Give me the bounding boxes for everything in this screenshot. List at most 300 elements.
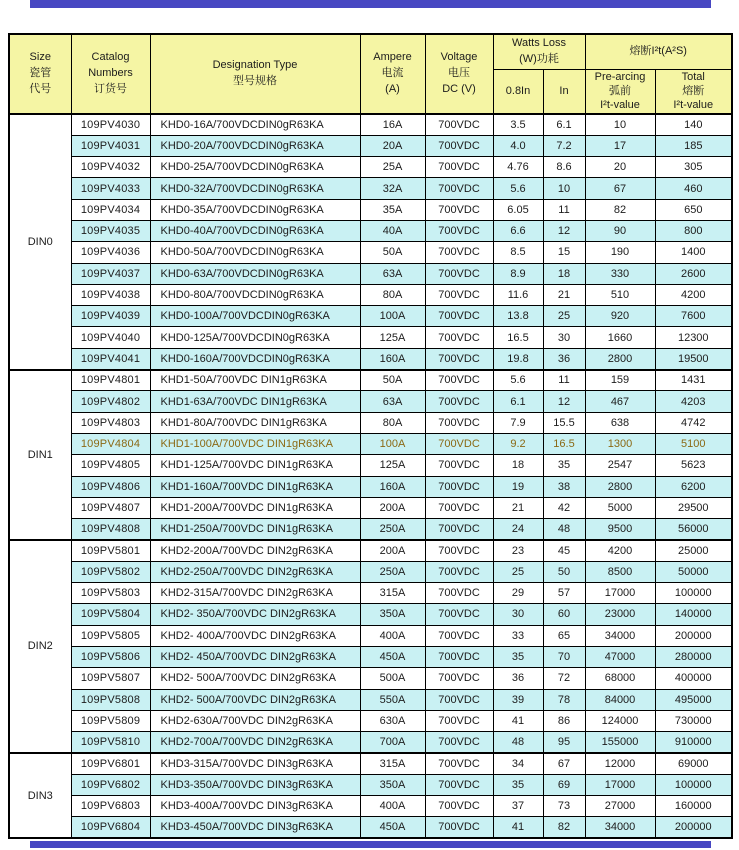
spec-row [9,561,732,582]
watts-loss-08in-cell: 29 [493,583,543,604]
total-i2t-cell: 50000 [655,561,732,582]
voltage-cell: 700VDC [425,263,493,284]
ampere-cell: 200A [360,497,425,518]
voltage-cell: 700VDC [425,178,493,199]
col-header-ampere [360,34,425,114]
size-group-cell: DIN2 [9,540,71,753]
spec-row [9,753,732,774]
voltage-cell: 700VDC [425,646,493,667]
spec-row [9,412,732,433]
catalog-cell: 109PV4801 [71,370,150,391]
spec-row [9,114,732,135]
prearcing-i2t-cell: 638 [585,412,655,433]
total-i2t-cell: 4200 [655,284,732,305]
spec-row [9,455,732,476]
catalog-cell: 109PV4040 [71,327,150,348]
watts-loss-in-cell: 82 [543,817,585,838]
catalog-cell: 109PV4804 [71,433,150,454]
col-header-voltage-en: Voltage [440,51,478,64]
table-header [9,34,732,114]
watts-loss-08in-cell: 25 [493,561,543,582]
voltage-cell: 700VDC [425,114,493,135]
prearcing-i2t-cell: 47000 [585,646,655,667]
catalog-cell: 109PV5804 [71,604,150,625]
watts-loss-in-cell: 69 [543,774,585,795]
spec-row [9,306,732,327]
catalog-cell: 109PV6803 [71,796,150,817]
total-i2t-cell: 29500 [655,497,732,518]
spec-row [9,540,732,561]
prearcing-i2t-cell: 82 [585,199,655,220]
voltage-cell: 700VDC [425,199,493,220]
col-header-in [543,69,585,114]
ampere-cell: 400A [360,625,425,646]
total-i2t-cell: 910000 [655,732,732,753]
col-header-ampere-en: Ampere [373,51,412,64]
col-header-catalog-en1: Catalog [91,51,130,64]
watts-loss-08in-cell: 4.0 [493,135,543,156]
total-i2t-cell: 460 [655,178,732,199]
spec-row [9,327,732,348]
prearcing-i2t-cell: 17 [585,135,655,156]
designation-cell: KHD3-450A/700VDC DIN3gR63KA [150,817,360,838]
ampere-cell: 350A [360,774,425,795]
catalog-cell: 109PV4802 [71,391,150,412]
prearcing-i2t-cell: 68000 [585,668,655,689]
designation-cell: KHD1-200A/700VDC DIN1gR63KA [150,497,360,518]
ampere-cell: 63A [360,391,425,412]
ampere-cell: 40A [360,220,425,241]
watts-loss-08in-cell: 9.2 [493,433,543,454]
watts-loss-08in-cell: 6.1 [493,391,543,412]
ampere-cell: 315A [360,583,425,604]
catalog-cell: 109PV4036 [71,242,150,263]
catalog-cell: 109PV4032 [71,157,150,178]
designation-cell: KHD2- 400A/700VDC DIN2gR63KA [150,625,360,646]
voltage-cell: 700VDC [425,519,493,540]
voltage-cell: 700VDC [425,157,493,178]
col-header-total-unit: I²t-value [673,99,714,112]
total-i2t-cell: 56000 [655,519,732,540]
spec-row [9,689,732,710]
ampere-cell: 80A [360,284,425,305]
col-header-watts-loss-en: Watts Loss [512,36,566,49]
voltage-cell: 700VDC [425,497,493,518]
designation-cell: KHD0-63A/700VDCDIN0gR63KA [150,263,360,284]
prearcing-i2t-cell: 1300 [585,433,655,454]
watts-loss-in-cell: 10 [543,178,585,199]
watts-loss-in-cell: 35 [543,455,585,476]
total-i2t-cell: 69000 [655,753,732,774]
designation-cell: KHD2-630A/700VDC DIN2gR63KA [150,710,360,731]
prearcing-i2t-cell: 2800 [585,348,655,369]
watts-loss-in-cell: 72 [543,668,585,689]
voltage-cell: 700VDC [425,753,493,774]
prearcing-i2t-cell: 27000 [585,796,655,817]
total-i2t-cell: 140000 [655,604,732,625]
ampere-cell: 200A [360,540,425,561]
voltage-cell: 700VDC [425,625,493,646]
prearcing-i2t-cell: 20 [585,157,655,178]
designation-cell: KHD2-250A/700VDC DIN2gR63KA [150,561,360,582]
watts-loss-08in-cell: 41 [493,817,543,838]
ampere-cell: 550A [360,689,425,710]
col-header-total-en: Total [681,70,705,83]
voltage-cell: 700VDC [425,348,493,369]
total-i2t-cell: 400000 [655,668,732,689]
watts-loss-in-cell: 12 [543,220,585,241]
voltage-cell: 700VDC [425,540,493,561]
spec-row [9,817,732,838]
prearcing-i2t-cell: 510 [585,284,655,305]
watts-loss-08in-cell: 5.6 [493,178,543,199]
ampere-cell: 100A [360,433,425,454]
watts-loss-in-cell: 86 [543,710,585,731]
watts-loss-08in-cell: 11.6 [493,284,543,305]
col-header-voltage-unit: DC (V) [442,82,476,95]
watts-loss-08in-cell: 18 [493,455,543,476]
col-header-catalog-en2: Numbers [88,67,133,80]
col-header-designation-en: Designation Type [212,59,298,72]
watts-loss-in-cell: 7.2 [543,135,585,156]
watts-loss-08in-cell: 8.9 [493,263,543,284]
prearcing-i2t-cell: 9500 [585,519,655,540]
watts-loss-08in-cell: 19.8 [493,348,543,369]
watts-loss-in-cell: 25 [543,306,585,327]
watts-loss-in-cell: 36 [543,348,585,369]
spec-row [9,796,732,817]
voltage-cell: 700VDC [425,710,493,731]
designation-cell: KHD1-160A/700VDC DIN1gR63KA [150,476,360,497]
col-header-i2t [585,34,732,69]
ampere-cell: 350A [360,604,425,625]
col-header-voltage-cn: 电压 [448,67,470,80]
watts-loss-in-cell: 48 [543,519,585,540]
ampere-cell: 315A [360,753,425,774]
voltage-cell: 700VDC [425,433,493,454]
designation-cell: KHD0-160A/700VDCDIN0gR63KA [150,348,360,369]
designation-cell: KHD0-20A/700VDCDIN0gR63KA [150,135,360,156]
watts-loss-08in-cell: 19 [493,476,543,497]
designation-cell: KHD1-100A/700VDC DIN1gR63KA [150,433,360,454]
header-row-main [9,34,732,69]
col-header-08in-label: 0.8In [505,85,531,98]
prearcing-i2t-cell: 190 [585,242,655,263]
voltage-cell: 700VDC [425,774,493,795]
watts-loss-08in-cell: 37 [493,796,543,817]
watts-loss-08in-cell: 24 [493,519,543,540]
designation-cell: KHD0-35A/700VDCDIN0gR63KA [150,199,360,220]
prearcing-i2t-cell: 920 [585,306,655,327]
prearcing-i2t-cell: 23000 [585,604,655,625]
catalog-cell: 109PV5810 [71,732,150,753]
spec-row [9,476,732,497]
voltage-cell: 700VDC [425,370,493,391]
ampere-cell: 100A [360,306,425,327]
ampere-cell: 160A [360,476,425,497]
prearcing-i2t-cell: 84000 [585,689,655,710]
total-i2t-cell: 1431 [655,370,732,391]
catalog-cell: 109PV5808 [71,689,150,710]
designation-cell: KHD0-25A/700VDCDIN0gR63KA [150,157,360,178]
designation-cell: KHD2-200A/700VDC DIN2gR63KA [150,540,360,561]
voltage-cell: 700VDC [425,391,493,412]
watts-loss-in-cell: 12 [543,391,585,412]
prearcing-i2t-cell: 34000 [585,625,655,646]
total-i2t-cell: 100000 [655,774,732,795]
prearcing-i2t-cell: 330 [585,263,655,284]
watts-loss-08in-cell: 6.05 [493,199,543,220]
spec-row [9,284,732,305]
total-i2t-cell: 5100 [655,433,732,454]
watts-loss-in-cell: 11 [543,370,585,391]
prearcing-i2t-cell: 4200 [585,540,655,561]
designation-cell: KHD2- 500A/700VDC DIN2gR63KA [150,668,360,689]
watts-loss-in-cell: 16.5 [543,433,585,454]
spec-row [9,646,732,667]
watts-loss-08in-cell: 48 [493,732,543,753]
total-i2t-cell: 4742 [655,412,732,433]
total-i2t-cell: 1400 [655,242,732,263]
watts-loss-in-cell: 21 [543,284,585,305]
total-i2t-cell: 200000 [655,817,732,838]
ampere-cell: 630A [360,710,425,731]
watts-loss-in-cell: 57 [543,583,585,604]
spec-row [9,519,732,540]
watts-loss-in-cell: 67 [543,753,585,774]
designation-cell: KHD0-40A/700VDCDIN0gR63KA [150,220,360,241]
watts-loss-in-cell: 42 [543,497,585,518]
watts-loss-in-cell: 65 [543,625,585,646]
col-header-catalog [71,34,150,114]
watts-loss-08in-cell: 6.6 [493,220,543,241]
ampere-cell: 125A [360,455,425,476]
designation-cell: KHD2- 500A/700VDC DIN2gR63KA [150,689,360,710]
col-header-watts-loss-cn: (W)功耗 [519,52,559,65]
designation-cell: KHD1-80A/700VDC DIN1gR63KA [150,412,360,433]
watts-loss-08in-cell: 4.76 [493,157,543,178]
catalog-cell: 109PV5802 [71,561,150,582]
total-i2t-cell: 495000 [655,689,732,710]
voltage-cell: 700VDC [425,242,493,263]
top-divider-bar [30,0,711,8]
ampere-cell: 400A [360,796,425,817]
designation-cell: KHD2- 450A/700VDC DIN2gR63KA [150,646,360,667]
designation-cell: KHD1-63A/700VDC DIN1gR63KA [150,391,360,412]
total-i2t-cell: 730000 [655,710,732,731]
prearcing-i2t-cell: 2547 [585,455,655,476]
ampere-cell: 20A [360,135,425,156]
voltage-cell: 700VDC [425,455,493,476]
ampere-cell: 50A [360,370,425,391]
catalog-cell: 109PV4038 [71,284,150,305]
total-i2t-cell: 305 [655,157,732,178]
spec-row [9,774,732,795]
voltage-cell: 700VDC [425,689,493,710]
spec-row [9,157,732,178]
col-header-08in [493,69,543,114]
total-i2t-cell: 19500 [655,348,732,369]
ampere-cell: 32A [360,178,425,199]
watts-loss-in-cell: 38 [543,476,585,497]
prearcing-i2t-cell: 17000 [585,774,655,795]
ampere-cell: 125A [360,327,425,348]
watts-loss-08in-cell: 30 [493,604,543,625]
watts-loss-in-cell: 60 [543,604,585,625]
col-header-size-en: Size [29,51,51,64]
catalog-cell: 109PV4035 [71,220,150,241]
total-i2t-cell: 160000 [655,796,732,817]
catalog-cell: 109PV4041 [71,348,150,369]
voltage-cell: 700VDC [425,796,493,817]
ampere-cell: 450A [360,817,425,838]
voltage-cell: 700VDC [425,604,493,625]
watts-loss-in-cell: 15.5 [543,412,585,433]
watts-loss-in-cell: 8.6 [543,157,585,178]
total-i2t-cell: 2600 [655,263,732,284]
watts-loss-in-cell: 70 [543,646,585,667]
ampere-cell: 450A [360,646,425,667]
prearcing-i2t-cell: 34000 [585,817,655,838]
catalog-cell: 109PV4805 [71,455,150,476]
col-header-watts-loss [493,34,585,69]
ampere-cell: 250A [360,519,425,540]
watts-loss-in-cell: 6.1 [543,114,585,135]
prearcing-i2t-cell: 12000 [585,753,655,774]
total-i2t-cell: 5623 [655,455,732,476]
watts-loss-08in-cell: 8.5 [493,242,543,263]
ampere-cell: 50A [360,242,425,263]
watts-loss-08in-cell: 13.8 [493,306,543,327]
total-i2t-cell: 650 [655,199,732,220]
col-header-prearcing-unit: I²t-value [600,99,640,112]
prearcing-i2t-cell: 67 [585,178,655,199]
prearcing-i2t-cell: 10 [585,114,655,135]
watts-loss-in-cell: 95 [543,732,585,753]
designation-cell: KHD0-50A/700VDCDIN0gR63KA [150,242,360,263]
prearcing-i2t-cell: 159 [585,370,655,391]
watts-loss-08in-cell: 16.5 [493,327,543,348]
spec-table-body [9,114,732,838]
watts-loss-08in-cell: 23 [493,540,543,561]
catalog-cell: 109PV4808 [71,519,150,540]
col-header-designation-cn: 型号规格 [233,75,277,87]
prearcing-i2t-cell: 124000 [585,710,655,731]
ampere-cell: 16A [360,114,425,135]
catalog-cell: 109PV5803 [71,583,150,604]
spec-row [9,263,732,284]
prearcing-i2t-cell: 5000 [585,497,655,518]
spec-row [9,583,732,604]
spec-row [9,135,732,156]
total-i2t-cell: 7600 [655,306,732,327]
spec-row [9,625,732,646]
voltage-cell: 700VDC [425,327,493,348]
catalog-cell: 109PV4037 [71,263,150,284]
watts-loss-in-cell: 30 [543,327,585,348]
total-i2t-cell: 140 [655,114,732,135]
designation-cell: KHD1-250A/700VDC DIN1gR63KA [150,519,360,540]
total-i2t-cell: 800 [655,220,732,241]
voltage-cell: 700VDC [425,412,493,433]
voltage-cell: 700VDC [425,583,493,604]
spec-row [9,732,732,753]
voltage-cell: 700VDC [425,817,493,838]
ampere-cell: 250A [360,561,425,582]
col-header-catalog-cn: 订货号 [94,82,127,95]
col-header-designation [150,34,360,114]
col-header-size-cn2: 代号 [29,82,52,95]
designation-cell: KHD0-32A/700VDCDIN0gR63KA [150,178,360,199]
designation-cell: KHD3-400A/700VDC DIN3gR63KA [150,796,360,817]
catalog-cell: 109PV6801 [71,753,150,774]
voltage-cell: 700VDC [425,476,493,497]
watts-loss-in-cell: 11 [543,199,585,220]
watts-loss-08in-cell: 35 [493,646,543,667]
designation-cell: KHD1-50A/700VDC DIN1gR63KA [150,370,360,391]
catalog-cell: 109PV4033 [71,178,150,199]
ampere-cell: 500A [360,668,425,689]
designation-cell: KHD0-125A/700VDCDIN0gR63KA [150,327,360,348]
total-i2t-cell: 200000 [655,625,732,646]
total-i2t-cell: 280000 [655,646,732,667]
size-group-cell: DIN3 [9,753,71,838]
col-header-prearcing-cn: 弧前 [609,85,631,98]
col-header-total [655,69,732,114]
col-header-prearcing [585,69,655,114]
catalog-cell: 109PV4806 [71,476,150,497]
spec-row [9,604,732,625]
total-i2t-cell: 25000 [655,540,732,561]
watts-loss-08in-cell: 7.9 [493,412,543,433]
prearcing-i2t-cell: 17000 [585,583,655,604]
prearcing-i2t-cell: 1660 [585,327,655,348]
watts-loss-08in-cell: 35 [493,774,543,795]
catalog-cell: 109PV6802 [71,774,150,795]
catalog-cell: 109PV4030 [71,114,150,135]
ampere-cell: 80A [360,412,425,433]
watts-loss-in-cell: 73 [543,796,585,817]
designation-cell: KHD2-700A/700VDC DIN2gR63KA [150,732,360,753]
col-header-total-cn: 熔断 [682,85,705,98]
spec-row [9,433,732,454]
designation-cell: KHD3-315A/700VDC DIN3gR63KA [150,753,360,774]
ampere-cell: 160A [360,348,425,369]
watts-loss-08in-cell: 33 [493,625,543,646]
spec-row [9,497,732,518]
catalog-cell: 109PV5807 [71,668,150,689]
col-header-size [9,34,71,114]
watts-loss-08in-cell: 3.5 [493,114,543,135]
designation-cell: KHD0-16A/700VDCDIN0gR63KA [150,114,360,135]
watts-loss-in-cell: 78 [543,689,585,710]
bottom-divider-bar [30,841,711,848]
total-i2t-cell: 4203 [655,391,732,412]
ampere-cell: 25A [360,157,425,178]
prearcing-i2t-cell: 155000 [585,732,655,753]
designation-cell: KHD0-100A/700VDCDIN0gR63KA [150,306,360,327]
watts-loss-in-cell: 15 [543,242,585,263]
spec-row [9,370,732,391]
voltage-cell: 700VDC [425,306,493,327]
total-i2t-cell: 100000 [655,583,732,604]
prearcing-i2t-cell: 90 [585,220,655,241]
catalog-cell: 109PV5801 [71,540,150,561]
spec-row [9,199,732,220]
fuse-spec-table [8,33,733,839]
col-header-voltage [425,34,493,114]
catalog-cell: 109PV4034 [71,199,150,220]
